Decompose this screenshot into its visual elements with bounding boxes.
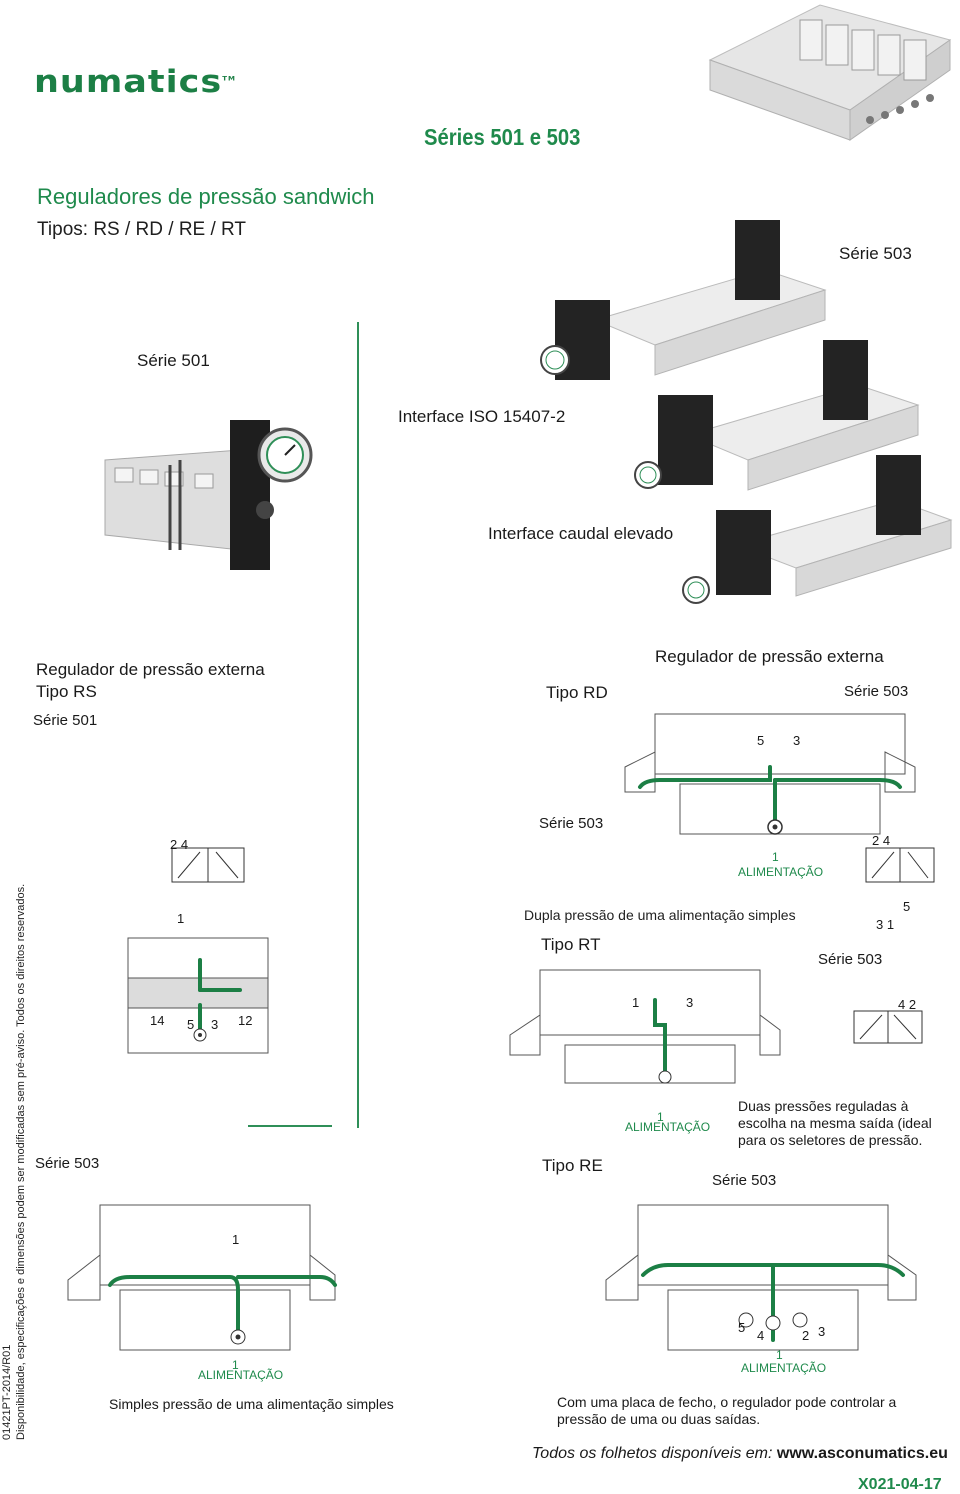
alim-number-mid: 1 xyxy=(657,1110,664,1124)
alim-label-right: ALIMENTAÇÃO xyxy=(741,1361,827,1375)
port-24-rs: 2 4 xyxy=(170,837,189,852)
port-3-rd: 3 xyxy=(793,733,801,748)
label-tipo-rs: Tipo RS xyxy=(36,682,97,701)
port-1-rt: 1 xyxy=(632,995,640,1010)
label-serie-503-re: Série 503 xyxy=(712,1172,777,1189)
document-code: X021-04-17 xyxy=(858,1476,942,1493)
port-3-rt: 3 xyxy=(686,995,694,1010)
port-31-right: 3 1 xyxy=(876,917,895,932)
label-interface-caudal: Interface caudal elevado xyxy=(488,524,674,543)
port-12-rs: 12 xyxy=(238,1013,253,1028)
trademark: TM xyxy=(222,75,236,83)
numatics-logo xyxy=(34,64,236,100)
port-2-re: 2 xyxy=(802,1328,810,1343)
disclaimer-text: Disponibilidade, especificações e dimensões podem ser modificadas sem pré-aviso. Todos os direitos reservados. xyxy=(15,883,27,1440)
side-disclaimer xyxy=(0,880,28,1440)
logo-text: numatics xyxy=(34,64,223,100)
label-tipo-rd: Tipo RD xyxy=(546,683,608,702)
tipo-rt-diagram xyxy=(505,965,785,1085)
label-tipo-rt: Tipo RT xyxy=(541,935,601,954)
label-serie-503-top: Série 503 xyxy=(839,244,912,263)
valve-symbol-rt xyxy=(850,1005,930,1050)
port-1-rs-sym: 1 xyxy=(177,911,185,926)
label-interface-iso: Interface ISO 15407-2 xyxy=(398,407,566,426)
port-5-right: 5 xyxy=(903,899,911,914)
port-14-rs: 14 xyxy=(150,1013,165,1028)
alim-label-mid: ALIMENTAÇÃO xyxy=(625,1120,711,1134)
simples-pressao-diagram xyxy=(60,1195,340,1355)
port-5-rd: 5 xyxy=(757,733,765,748)
port-5-rs: 5 xyxy=(187,1017,195,1032)
port-4-re: 4 xyxy=(757,1328,765,1343)
page-subtitle: Tipos: RS / RD / RE / RT xyxy=(37,219,247,240)
label-serie-503-mid: Série 503 xyxy=(539,815,604,832)
port-3-re: 3 xyxy=(818,1324,826,1339)
label-duas-pressoes: Duas pressões reguladas à escolha na mesma saída (ideal para os seletores de pressão. xyxy=(738,1098,932,1148)
divider-horizontal xyxy=(248,1125,332,1127)
port-5-re: 5 xyxy=(738,1320,746,1335)
manifold-photo xyxy=(700,0,960,160)
label-simples-pressao: Simples pressão de uma alimentação simples xyxy=(109,1396,394,1412)
alim-number-top: 1 xyxy=(772,850,779,864)
port-24-right: 2 4 xyxy=(872,833,891,848)
alim-number-left: 1 xyxy=(232,1358,239,1372)
doc-id: 01421PT-2014/R01 xyxy=(1,1344,13,1440)
label-placa-fecho: Com uma placa de fecho, o regulador pode controlar a pressão de uma ou duas saídas. xyxy=(557,1394,897,1427)
alim-label-top: ALIMENTAÇÃO xyxy=(738,865,824,879)
footer-brochures xyxy=(532,1445,948,1463)
page-title: Reguladores de pressão sandwich xyxy=(37,184,375,209)
label-reg-ext-right: Regulador de pressão externa xyxy=(655,647,884,666)
label-serie-501-left: Série 501 xyxy=(33,712,98,729)
tipo-rs-diagram xyxy=(120,930,320,1060)
serie-503-valve-photo-3 xyxy=(676,450,956,620)
label-serie-501-top: Série 501 xyxy=(137,351,210,370)
port-42-rt: 4 2 xyxy=(898,997,917,1012)
page-series-title: Séries 501 e 503 xyxy=(424,124,581,150)
label-serie-503-rt: Série 503 xyxy=(818,951,883,968)
label-reg-ext-left: Regulador de pressão externa xyxy=(36,660,265,679)
divider-vertical xyxy=(357,322,359,1128)
alim-label-left: ALIMENTAÇÃO xyxy=(198,1368,284,1382)
label-dupla-pressao: Dupla pressão de uma alimentação simples xyxy=(524,907,796,923)
serie-501-regulator-photo xyxy=(100,410,320,580)
footer-url-link[interactable]: www.asconumatics.eu xyxy=(776,1445,948,1462)
tipo-rd-diagram xyxy=(620,712,920,837)
alim-number-right: 1 xyxy=(776,1348,783,1362)
label-tipo-re: Tipo RE xyxy=(542,1156,603,1175)
label-serie-503-left: Série 503 xyxy=(35,1155,100,1172)
port-3-rs: 3 xyxy=(211,1017,219,1032)
footer-prefix: Todos os folhetos disponíveis em: xyxy=(532,1445,773,1462)
label-serie-503-right: Série 503 xyxy=(844,683,909,700)
port-1-left-diagram: 1 xyxy=(232,1232,240,1247)
